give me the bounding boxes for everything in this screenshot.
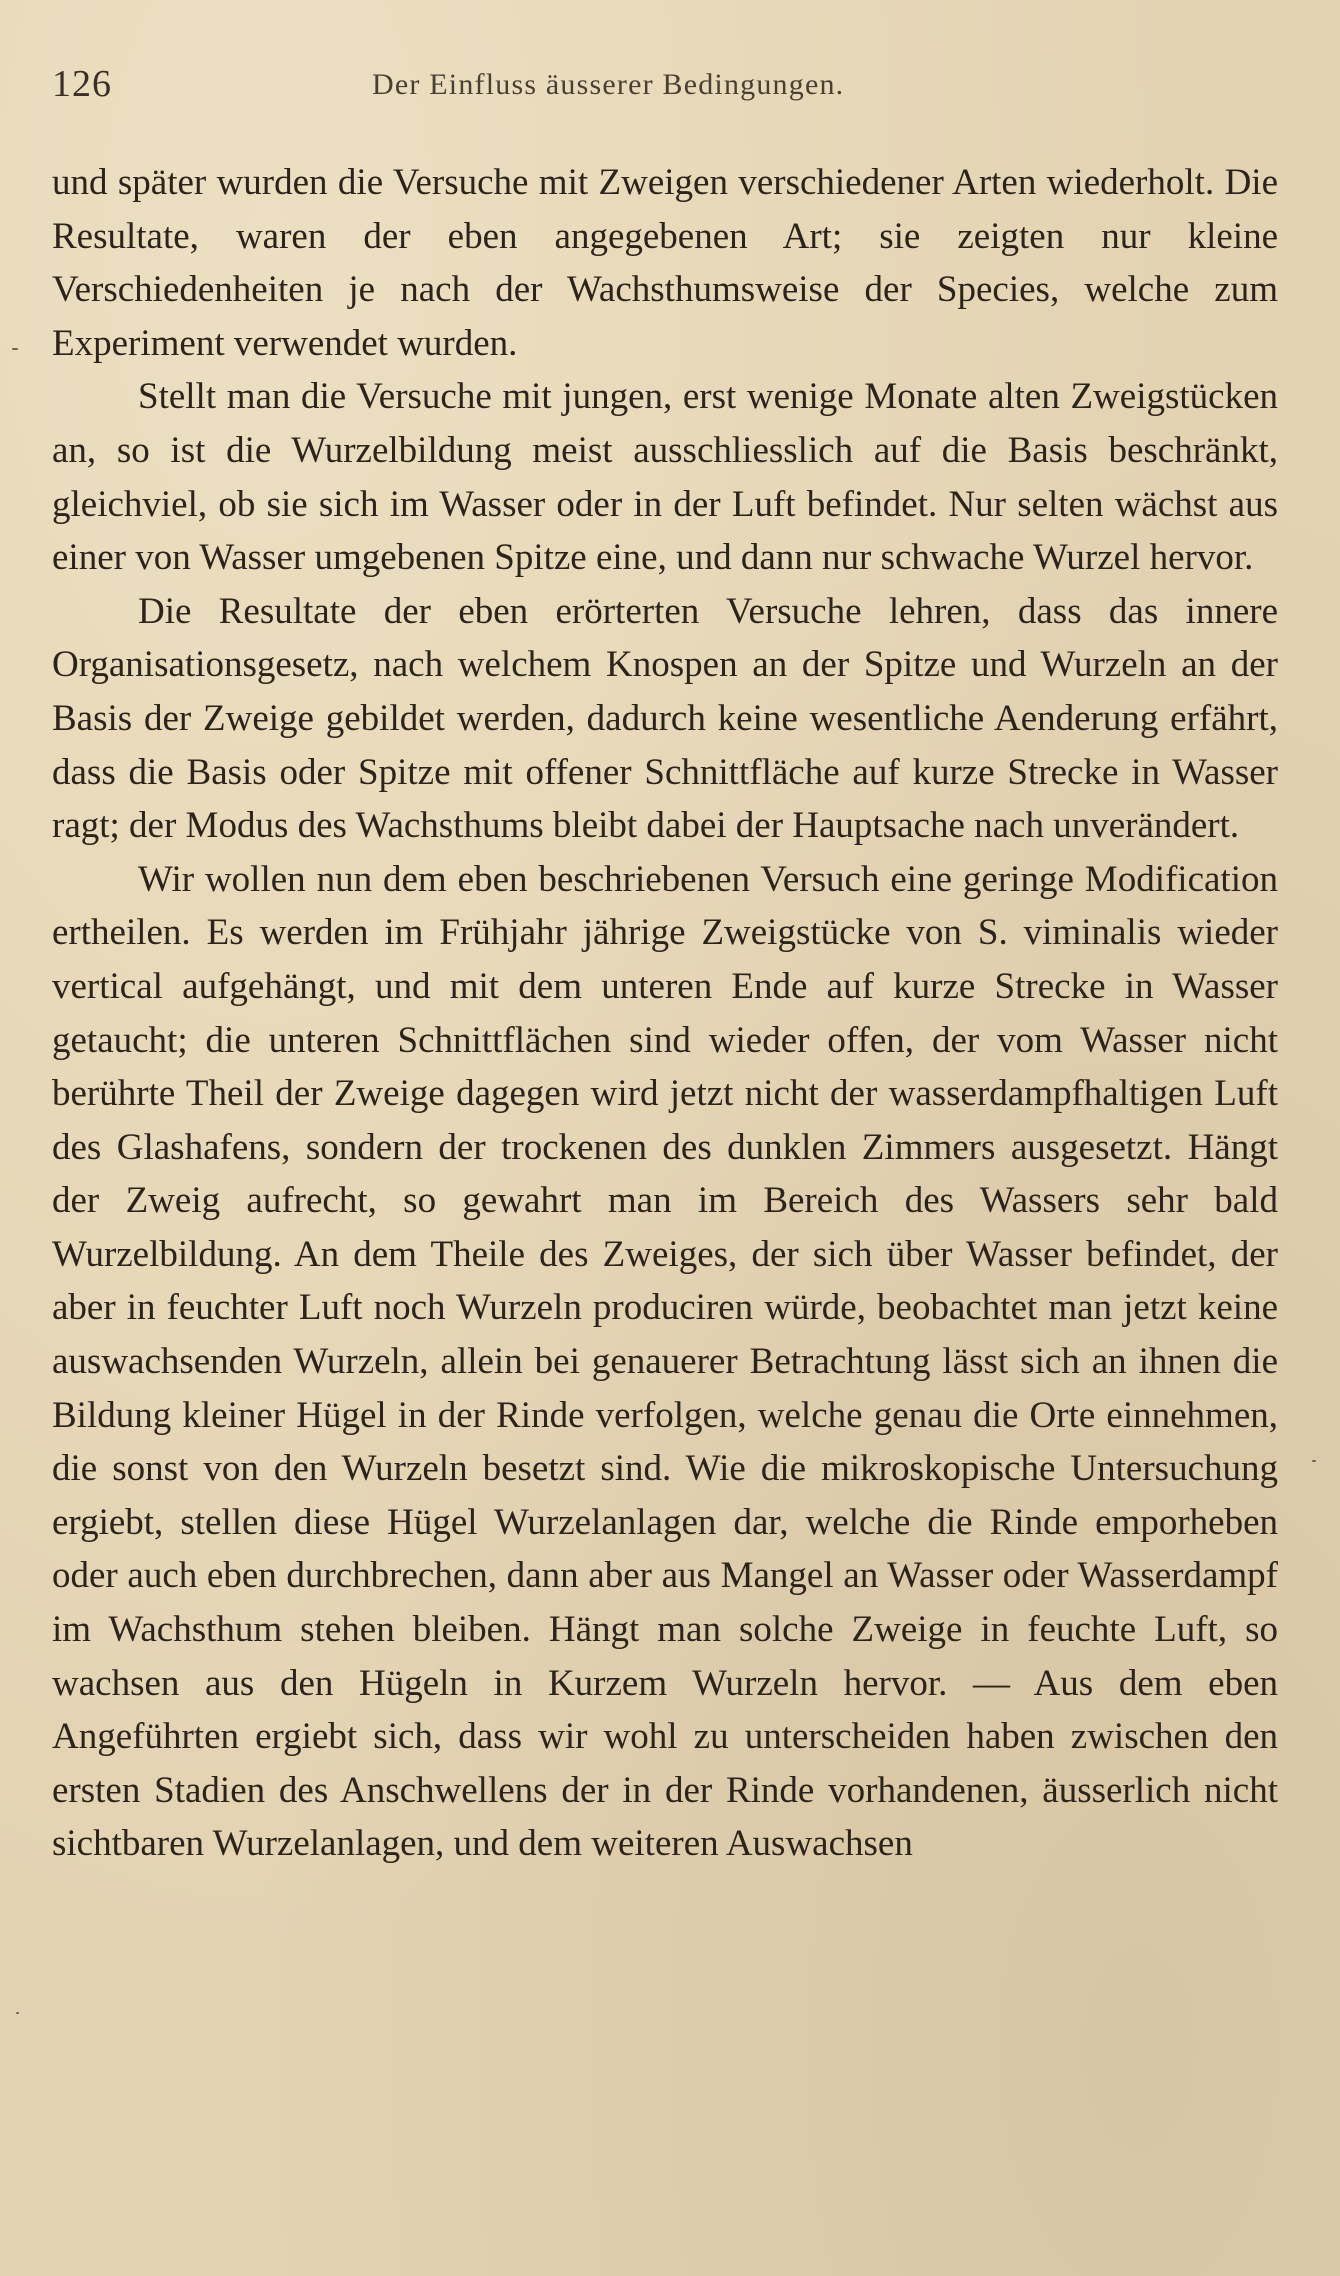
page-number: 126	[52, 63, 112, 105]
paper-speck-mark	[16, 2012, 19, 2014]
paragraph-2: Stellt man die Versuche mit jungen, erst wenige Monate alten Zweigstücken an, so ist die Wurzelbildung meist ausschliesslich auf die Basis beschränkt, gleichviel, ob sie sich im Wasser oder in der Luft befindet. Nur selten wächst aus einer von Wasser umgebenen Spitze eine, und dann nur schwache Wurzel hervor.	[52, 376, 1278, 579]
paragraph-1: und später wurden die Versuche mit Zweigen verschiedener Arten wiederholt. Die Resultate, waren der eben angegebenen Art; sie zeigten nur kleine Verschiedenheiten je nach der Wachsthumsweise der Species, welche zum Experiment verwendet wurden.	[52, 162, 1278, 364]
paper-speck-mark	[12, 348, 18, 350]
paragraph-3: Die Resultate der eben erörterten Versuche lehren, dass das innere Organisationsgesetz, nach welchem Knospen an der Spitze und Wurzeln an der Basis der Zweige gebildet werden, dadurch keine wesentliche Aenderung erfährt, dass die Basis oder Spitze mit offener Schnittfläche auf kurze Strecke in Wasser ragt; der Modus des Wachsthums bleibt dabei der Hauptsache nach unverändert.	[52, 590, 1278, 847]
page-header	[52, 62, 1284, 122]
paragraph-4: Wir wollen nun dem eben beschriebenen Versuch eine geringe Modification ertheilen. Es werden im Frühjahr jährige Zweigstücke von S. viminalis wieder vertical aufgehängt, und mit dem unteren Ende auf kurze Strecke in Wasser getaucht; die unteren Schnittflächen sind wieder offen, der vom Wasser nicht berührte Theil der Zweige dagegen wird jetzt nicht der wasserdampfhaltigen Luft des Glashafens, sondern der trockenen des dunklen Zimmers ausgesetzt. Hängt der Zweig aufrecht, so gewahrt man im Bereich des Wassers sehr bald Wurzelbildung. An dem Theile des Zweiges, der sich über Wasser befindet, der aber in feuchter Luft noch Wurzeln produciren würde, beobachtet man jetzt keine auswachsenden Wurzeln, allein bei genauerer Betrachtung lässt sich an ihnen die Bildung kleiner Hügel in der Rinde verfolgen, welche genau die Orte einnehmen, die sonst von den Wurzeln besetzt sind. Wie die mikroskopische Untersuchung ergiebt, stellen diese Hügel Wurzelanlagen dar, welche die Rinde emporheben oder auch eben durchbrechen, dann aber aus Mangel an Wasser oder Wasserdampf im Wachsthum stehen bleiben. Hängt man solche Zweige in feuchte Luft, so wachsen aus den Hügeln in Kurzem Wurzeln hervor. — Aus dem eben Angeführten ergiebt sich, dass wir wohl zu unterscheiden haben zwischen den ersten Stadien des Anschwellens der in der Rinde vorhandenen, äusserlich nicht sichtbaren Wurzelanlagen, und dem weiteren Auswachsen	[52, 858, 1278, 1865]
body-text	[52, 156, 1278, 1871]
running-head: Der Einfluss äusserer Bedingungen.	[372, 68, 845, 101]
paper-speck-mark	[1312, 1460, 1316, 1462]
